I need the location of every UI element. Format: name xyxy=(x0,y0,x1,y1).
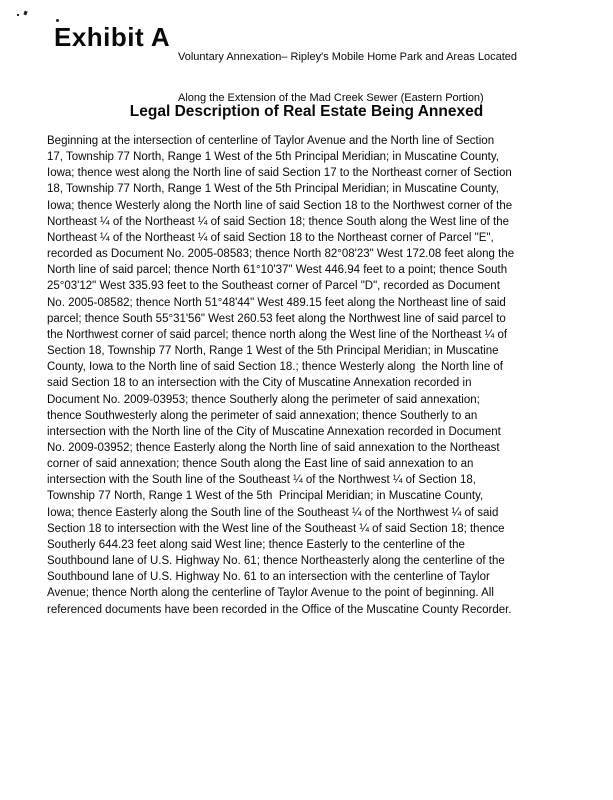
body-line: parcel; thence South 55°31'56" West 260.53 feet along the Northwest line of said parcel to xyxy=(47,312,506,325)
body-line: 17, Township 77 North, Range 1 West of the 5th Principal Meridian; in Muscatine County, xyxy=(47,151,499,164)
body-line: intersection with the North line of the City of Muscatine Annexation recorded in Document xyxy=(47,425,501,438)
body-line: Avenue; thence North along the centerline of Taylor Avenue to the point of beginning. All xyxy=(47,587,494,600)
body-line: Southbound lane of U.S. Highway No. 61; thence Northeasterly along the centerline of the xyxy=(47,555,505,568)
body-line: 25°03'12" West 335.93 feet to the Southeast corner of Parcel "D", recorded as Document xyxy=(47,280,500,293)
body-line: No. 2009-03952; thence Easterly along the North line of said annexation to the Northeast xyxy=(47,441,500,454)
body-line: Section 18 to intersection with the West line of the Southeast ¼ of said Section 18; thence xyxy=(47,522,505,535)
body-line: County, Iowa to the North line of said Section 18.; thence Westerly along the North line of xyxy=(47,361,503,374)
body-line: Northeast ¼ of the Northeast ¼ of said Section 18; thence South along the West line of the xyxy=(47,215,509,228)
body-line: intersection with the South line of the Southeast ¼ of the Northwest ¼ of Section 18, xyxy=(47,474,476,487)
body-line: Southerly 644.23 feet along said West line; thence Easterly to the centerline of the xyxy=(47,538,465,551)
body-line: the Northwest corner of said parcel; thence north along the West line of the Northeast ¼ of xyxy=(47,328,508,341)
body-line: thence Southwesterly along the perimeter of said annexation; thence Southerly to an xyxy=(47,409,478,422)
body-line: Document No. 2009-03953; thence Southerly along the perimeter of said annexation; xyxy=(47,393,480,406)
body-line: recorded as Document No. 2005-08583; thence North 82°08'23" West 172.08 feet along the xyxy=(47,248,515,261)
scan-artifact-mark xyxy=(17,14,19,16)
header-subtitle-line1: Voluntary Annexation– Ripley's Mobile Home Park and Areas Located xyxy=(178,51,518,63)
body-line: said Section 18 to an intersection with the City of Muscatine Annexation recorded in xyxy=(47,377,472,390)
exhibit-label: Exhibit A xyxy=(54,22,171,52)
body-line: Northeast ¼ of the Northeast ¼ of said Section 18 to the Northeast corner of Parcel "E", xyxy=(47,231,494,244)
body-line: Iowa; thence Easterly along the South line of the Southeast ¼ of the Northwest ¼ of said xyxy=(47,506,499,519)
scan-artifact-mark xyxy=(23,11,27,16)
body-line: 18, Township 77 North, Range 1 West of the 5th Principal Meridian; in Muscatine County, xyxy=(47,183,499,196)
legal-description-body xyxy=(47,133,587,618)
body-line: No. 2005-08582; thence North 51°48'44" West 489.15 feet along the Northeast line of said xyxy=(47,296,506,309)
body-line: referenced documents have been recorded in the Office of the Muscatine County Recorder. xyxy=(47,603,512,616)
body-line: Township 77 North, Range 1 West of the 5th Principal Meridian; in Muscatine County, xyxy=(47,490,484,503)
body-line: North line of said parcel; thence North 61°10'37" West 446.94 feet to a point; thence South xyxy=(47,264,508,277)
body-line: Southbound lane of U.S. Highway No. 61 to an intersection with the centerline of Taylor xyxy=(47,571,490,584)
body-line: corner of said annexation; thence South along the East line of said annexation to an xyxy=(47,458,474,471)
body-line: Iowa; thence Westerly along the North line of said Section 18 to the Northwest corner of the xyxy=(47,199,513,212)
page-title: Legal Description of Real Estate Being Annexed xyxy=(129,103,484,120)
body-line: Iowa; thence west along the North line of said Section 17 to the Northeast corner of Section xyxy=(47,167,512,180)
body-line: Beginning at the intersection of centerline of Taylor Avenue and the North line of Section xyxy=(47,135,495,147)
header-subtitle-line2: Along the Extension of the Mad Creek Sewer (Eastern Portion) xyxy=(178,91,484,104)
body-line: Section 18, Township 77 North, Range 1 West of the 5th Principal Meridian; in Muscatine xyxy=(47,345,499,358)
